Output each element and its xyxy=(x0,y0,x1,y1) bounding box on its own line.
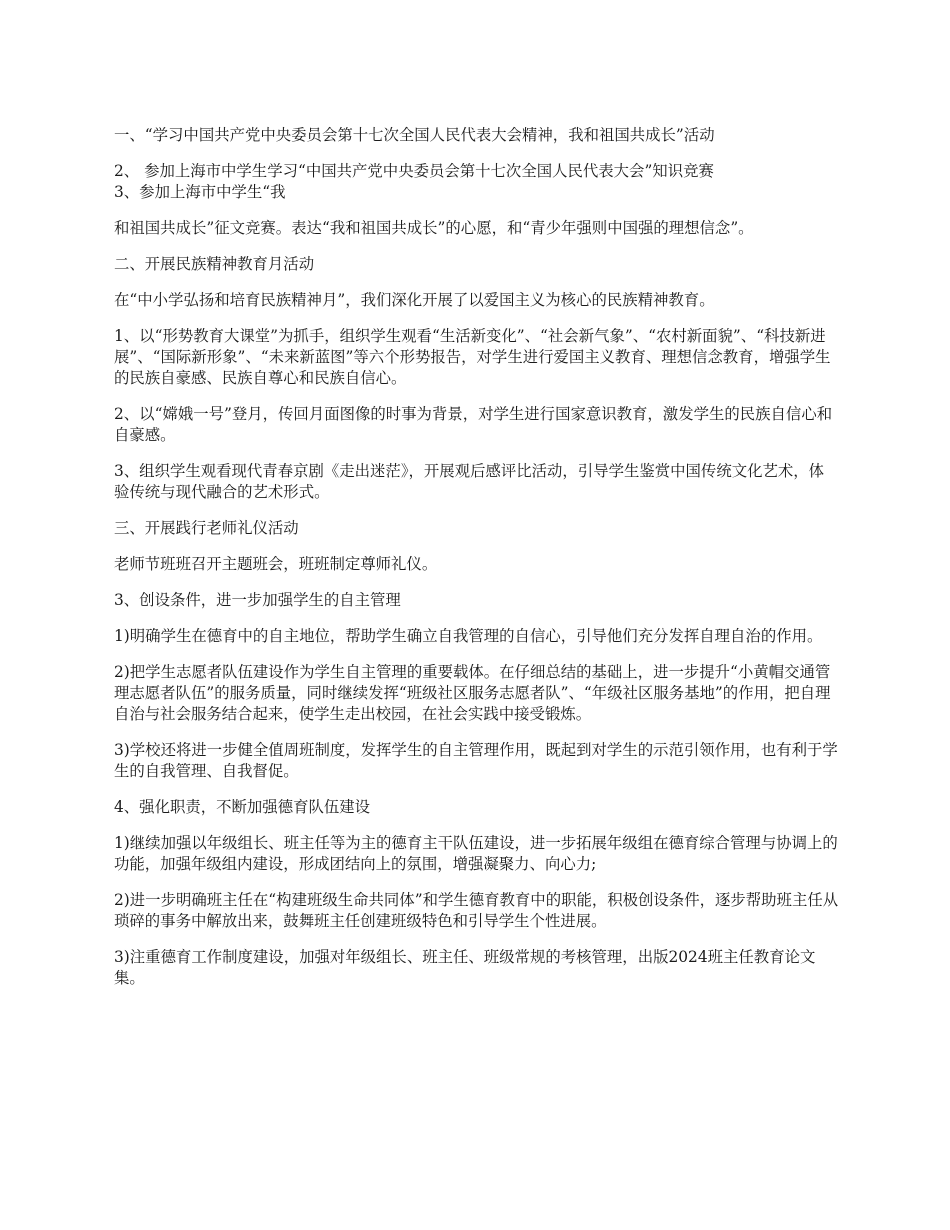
paragraph: 在“中小学弘扬和培育民族精神月”，我们深化开展了以爱国主义为核心的民族精神教育。 xyxy=(114,291,715,309)
list-item: 1)明确学生在德育中的自主地位，帮助学生确立自我管理的自信心，引导他们充分发挥自理自治的作用。 xyxy=(114,627,823,645)
list-item: 2、 参加上海市中学生学习“中国共产党中央委员会第十七次全国人民代表大会”知识竞赛 xyxy=(114,162,714,180)
document-body xyxy=(114,125,839,1004)
list-item: 2)把学生志愿者队伍建设作为学生自主管理的重要载体。在仔细总结的基础上，进一步提升“小黄帽交通管理志愿者队伍”的服务质量，同时继续发挥“班级社区服务志愿者队”、“年级社区服务基地”的作用，把自理自治与社会服务结合起来，使学生走出校园，在社会实践中接受锻炼。 xyxy=(114,663,831,723)
subsection-heading: 4、强化职责，不断加强德育队伍建设 xyxy=(114,798,371,816)
list-item: 1、以“形势教育大课堂”为抓手，组织学生观看“生活新变化”、“社会新气象”、“农村新面貌”、“科技新进展”、“国际新形象”、“未来新蓝图”等六个形势报告，对学生进行爱国主义教育、理想信念教育，增强学生的民族自豪感、民族自尊心和民族自信心。 xyxy=(114,327,831,387)
list-item: 1)继续加强以年级组长、班主任等为主的德育主干队伍建设，进一步拓展年级组在德育综合管理与协调上的功能，加强年级组内建设，形成团结向上的氛围，增强凝聚力、向心力; xyxy=(114,834,838,873)
list-item: 3、组织学生观看现代青春京剧《走出迷茫》，开展观后感评比活动，引导学生鉴赏中国传统文化艺术，体验传统与现代融合的艺术形式。 xyxy=(114,462,825,501)
subsection-heading: 3、创设条件，进一步加强学生的自主管理 xyxy=(114,591,401,609)
section-heading-2: 二、开展民族精神教育月活动 xyxy=(114,255,315,273)
section-heading-1: 一、“学习中国共产党中央委员会第十七次全国人民代表大会精神，我和祖国共成长”活动 xyxy=(114,126,715,144)
list-item: 3)学校还将进一步健全值周班制度，发挥学生的自主管理作用，既起到对学生的示范引领作用，也有利于学生的自我管理、自我督促。 xyxy=(114,741,838,780)
paragraph: 和祖国共成长”征文竞赛。表达“我和祖国共成长”的心愿，和“青少年强则中国强的理想信念”。 xyxy=(114,219,754,237)
list-item: 3)注重德育工作制度建设，加强对年级组长、班主任、班级常规的考核管理，出版2024班主任教育论文集。 xyxy=(114,948,816,987)
list-item: 3、参加上海市中学生“我 xyxy=(114,183,286,201)
paragraph: 老师节班班召开主题班会，班班制定尊师礼仪。 xyxy=(114,555,438,573)
list-item: 2)进一步明确班主任在“构建班级生命共同体”和学生德育教育中的职能，积极创设条件，逐步帮助班主任从琐碎的事务中解放出来，鼓舞班主任创建班级特色和引导学生个性进展。 xyxy=(114,891,839,930)
list-item: 2、以“嫦娥一号”登月，传回月面图像的时事为背景，对学生进行国家意识教育，激发学生的民族自信心和自豪感。 xyxy=(114,405,833,444)
section-heading-3: 三、开展践行老师礼仪活动 xyxy=(114,519,299,537)
